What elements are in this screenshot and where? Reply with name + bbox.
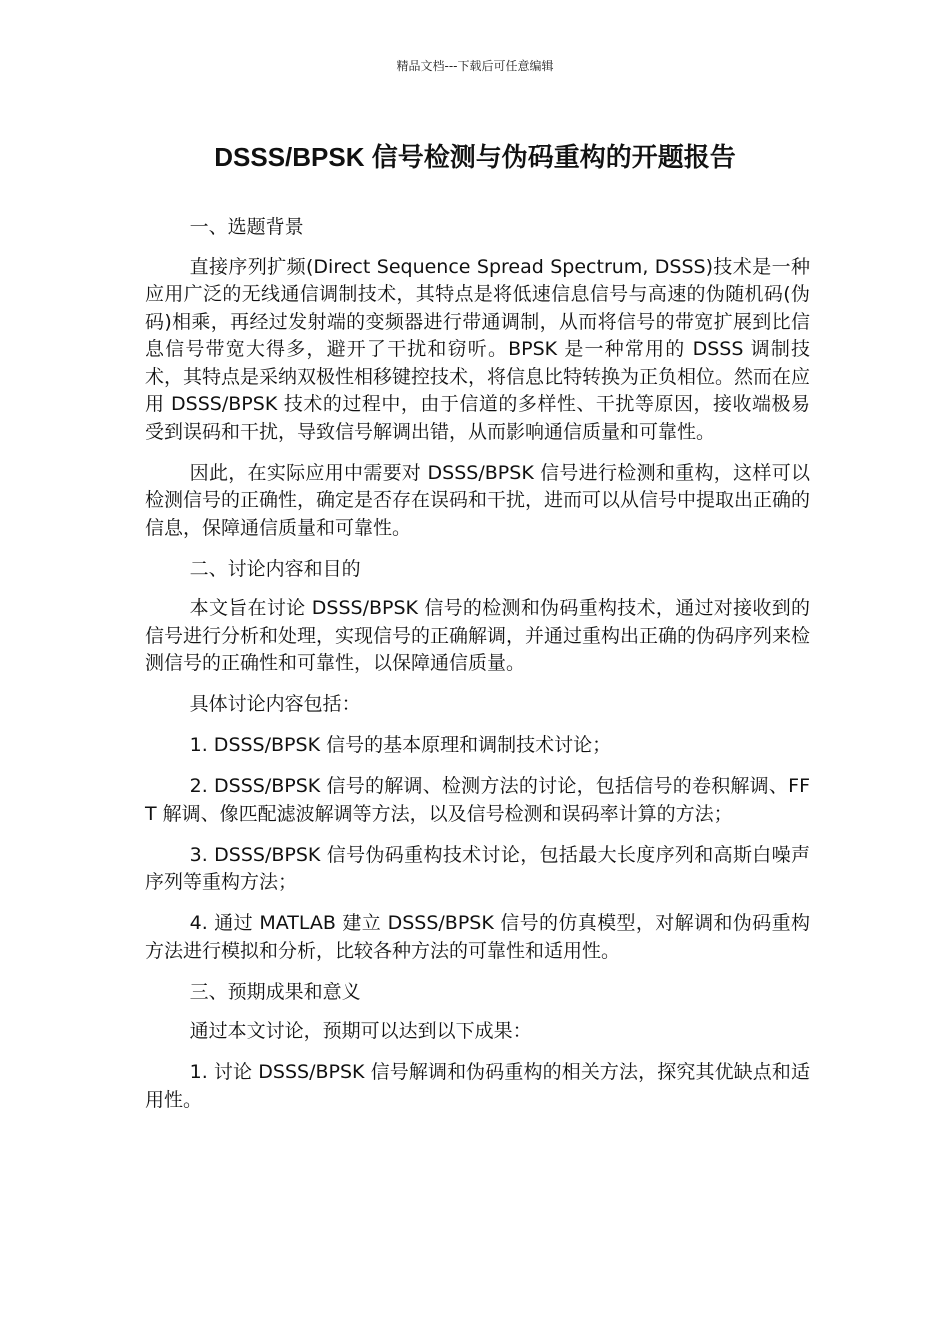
section-heading-content: 二、讨论内容和目的: [189, 557, 361, 580]
paragraph-background-1: 直接序列扩频(Direct Sequence Spread Spectrum, DSSS)技术是一种应用广泛的无线通信调制技术，其特点是将低速信息信号与高速的伪随机码(伪码)相乘，再经过发射端的变频器进行带通调制，从而将信号的带宽扩展到比信息信号带宽大得多，避开了干扰和窃听。BPSK 是一种常用的 DSSS 调制技术，其特点是采纳双极性相移键控技术，将信息比特转换为正负相位。然而在应用 DSSS/BPSK 技术的过程中，由于信道的多样性、干扰等原因，接收端极易受到误码和干扰，导致信号解调出错，从而影响通信质量和可靠性。: [145, 255, 811, 443]
list-item: 1. DSSS/BPSK 信号的基本原理和调制技术讨论；: [189, 734, 612, 756]
paragraph-background-2: 因此，在实际应用中需要对 DSSS/BPSK 信号进行检测和重构，这样可以检测信号的正确性，确定是否存在误码和干扰，进而可以从信号中提取出正确的信息，保障通信质量和可靠性。: [145, 461, 811, 539]
list-item: 3. DSSS/BPSK 信号伪码重构技术讨论，包括最大长度序列和高斯白噪声序列等重构方法；: [145, 843, 810, 893]
section-heading-outcomes: 三、预期成果和意义: [189, 980, 361, 1003]
document-body: [145, 214, 810, 1128]
paragraph-content-1: 本文旨在讨论 DSSS/BPSK 信号的检测和伪码重构技术，通过对接收到的信号进行分析和处理，实现信号的正确解调，并通过重构出正确的伪码序列来检测信号的正确性和可靠性，以保障通信质量。: [145, 597, 811, 674]
paragraph-content-2: 具体讨论内容包括：: [189, 693, 361, 715]
list-item: 4. 通过 MATLAB 建立 DSSS/BPSK 信号的仿真模型，对解调和伪码重构方法进行模拟和分析，比较各种方法的可靠性和适用性。: [145, 912, 810, 962]
document-title: DSSS/BPSK 信号检测与伪码重构的开题报告: [214, 142, 736, 172]
list-item: 2. DSSS/BPSK 信号的解调、检测方法的讨论，包括信号的卷积解调、FFT 解调、像匹配滤波解调等方法，以及信号检测和误码率计算的方法；: [145, 775, 810, 825]
section-heading-background: 一、选题背景: [189, 216, 304, 238]
paragraph-outcomes-1: 通过本文讨论，预期可以达到以下成果：: [189, 1020, 532, 1042]
header-note: 精品文档---下载后可任意编辑: [396, 59, 554, 73]
list-item: 1. 讨论 DSSS/BPSK 信号解调和伪码重构的相关方法，探究其优缺点和适用性。: [145, 1061, 810, 1111]
